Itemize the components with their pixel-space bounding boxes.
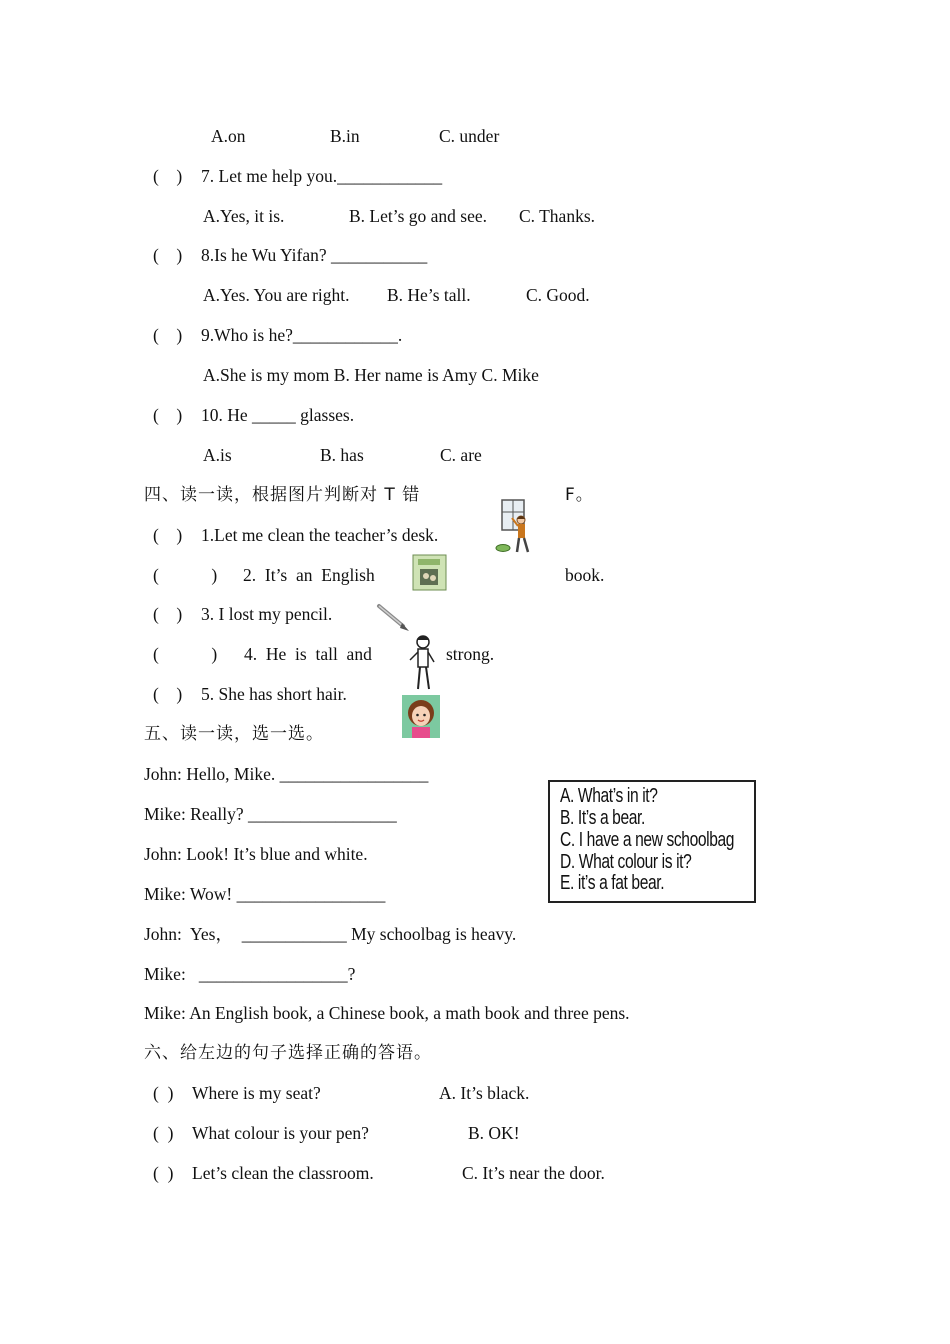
s4-item1-text: 1.Let me clean the teacher’s desk. — [201, 525, 439, 545]
q8-option-a: A.Yes. You are right. — [203, 285, 350, 305]
q6-option-a: A.on — [211, 126, 246, 146]
s6-item3-answer: C. It’s near the door. — [462, 1163, 605, 1183]
section5-title: 五、读一读，选一选。 — [144, 724, 324, 744]
q7-option-b: B. Let’s go and see. — [349, 206, 488, 226]
dialogue-line-1[interactable]: John: Hello, Mike. _________________ — [144, 764, 429, 784]
box-option-e: E. it’s a fat bear. — [560, 872, 665, 894]
s4-item4-tail: strong. — [446, 644, 495, 664]
s6-item2-question: What colour is your pen? — [192, 1123, 369, 1143]
section4-title: 四、读一读，根据图片判断对 T 错 — [144, 485, 421, 505]
q8-answer-paren[interactable]: ( ) — [153, 245, 183, 265]
answer-options-box — [548, 780, 756, 903]
s4-item2-text: 2. It’s an English — [243, 565, 375, 585]
q6-option-c: C. under — [439, 126, 500, 146]
tall-man-icon — [404, 632, 438, 692]
s6-item1-answer: A. It’s black. — [439, 1083, 530, 1103]
q8-question: 8.Is he Wu Yifan? ___________ — [201, 245, 428, 265]
s4-item1-answer-paren[interactable]: ( ) — [153, 525, 183, 545]
boy-cleaning-window-icon — [494, 498, 538, 556]
s4-item5-text: 5. She has short hair. — [201, 684, 347, 704]
q10-option-a: A.is — [203, 445, 232, 465]
q6-option-b: B.in — [330, 126, 360, 146]
q9-answer-paren[interactable]: ( ) — [153, 325, 183, 345]
box-option-c: C. I have a new schoolbag — [560, 829, 735, 851]
q9-question: 9.Who is he?____________. — [201, 325, 403, 345]
s4-item3-answer-paren[interactable]: ( ) — [153, 604, 183, 624]
girl-short-hair-icon — [402, 695, 440, 738]
s4-item4-text: 4. He is tall and — [244, 644, 372, 664]
pencil-icon — [376, 603, 412, 633]
dialogue-line-6[interactable]: Mike: _________________? — [144, 964, 356, 984]
q10-question: 10. He _____ glasses. — [201, 405, 355, 425]
q10-option-b: B. has — [320, 445, 364, 465]
section6-title: 六、给左边的句子选择正确的答语。 — [144, 1043, 432, 1063]
s6-item1-answer-paren[interactable]: ( ) — [153, 1083, 174, 1103]
dialogue-line-4[interactable]: Mike: Wow! _________________ — [144, 884, 386, 904]
dialogue-line-5[interactable]: John: Yes， ____________ My schoolbag is heavy. — [144, 924, 517, 944]
s6-item1-question: Where is my seat? — [192, 1083, 321, 1103]
q8-option-b: B. He’s tall. — [387, 285, 471, 305]
s6-item3-question: Let’s clean the classroom. — [192, 1163, 374, 1183]
q7-answer-paren[interactable]: ( ) — [153, 166, 183, 186]
box-option-d: D. What colour is it? — [560, 851, 692, 873]
s4-item2-tail: book. — [565, 565, 605, 585]
s4-item5-answer-paren[interactable]: ( ) — [153, 684, 183, 704]
q8-option-c: C. Good. — [526, 285, 590, 305]
box-option-a: A. What’s in it? — [560, 785, 658, 807]
english-book-icon — [412, 554, 447, 591]
dialogue-line-7: Mike: An English book, a Chinese book, a math book and three pens. — [144, 1003, 630, 1023]
q10-answer-paren[interactable]: ( ) — [153, 405, 183, 425]
s6-item2-answer: B. OK! — [468, 1123, 520, 1143]
section4-title-tail: F。 — [565, 485, 594, 505]
s4-item4-answer-paren[interactable]: ( ) — [153, 644, 218, 664]
q7-option-a: A.Yes, it is. — [203, 206, 285, 226]
q7-question: 7. Let me help you.____________ — [201, 166, 443, 186]
q9-options: A.She is my mom B. Her name is Amy C. Mike — [203, 365, 539, 385]
q7-option-c: C. Thanks. — [519, 206, 595, 226]
s4-item2-answer-paren[interactable]: ( ) — [153, 565, 218, 585]
s6-item2-answer-paren[interactable]: ( ) — [153, 1123, 174, 1143]
s4-item3-text: 3. I lost my pencil. — [201, 604, 333, 624]
s6-item3-answer-paren[interactable]: ( ) — [153, 1163, 174, 1183]
dialogue-line-2[interactable]: Mike: Really? _________________ — [144, 804, 397, 824]
box-option-b: B. It’s a bear. — [560, 807, 645, 829]
q10-option-c: C. are — [440, 445, 482, 465]
dialogue-line-3: John: Look! It’s blue and white. — [144, 844, 368, 864]
